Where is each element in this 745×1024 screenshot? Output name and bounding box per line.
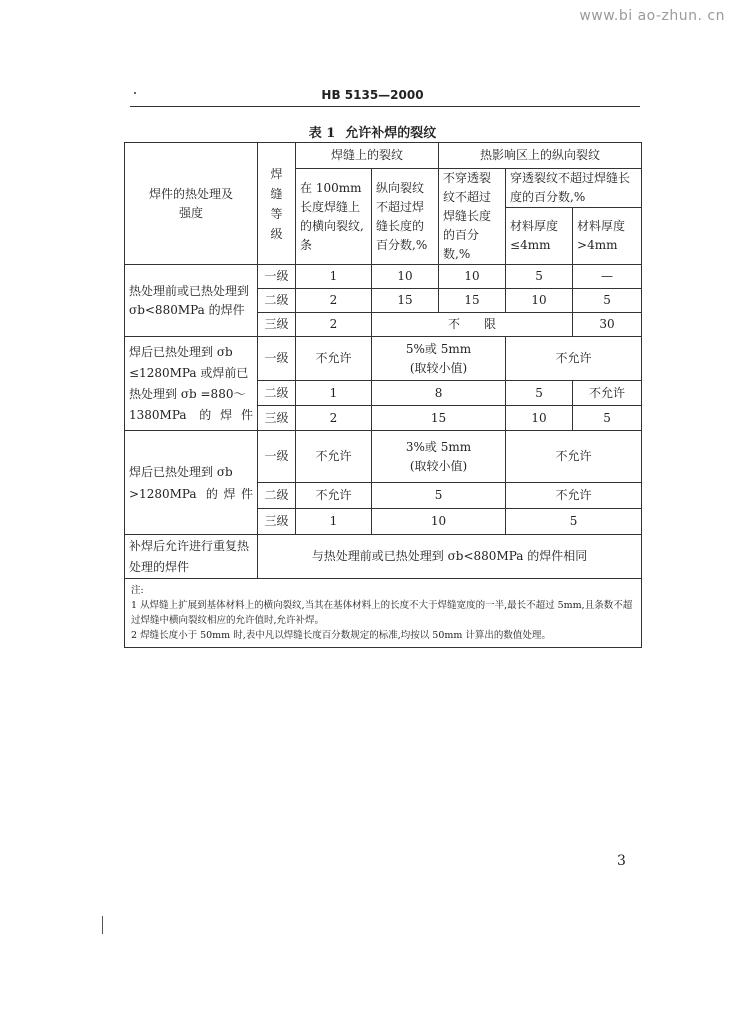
grade-cell: 一级 <box>258 337 296 381</box>
value-cell: 2 <box>296 406 372 431</box>
value-cell: 不允许 <box>296 483 372 509</box>
grade-cell: 一级 <box>258 265 296 289</box>
value-cell: 8 <box>372 381 506 406</box>
value-cell: — <box>573 265 642 289</box>
value-cell: 2 <box>296 313 372 337</box>
value-cell-percent <box>372 431 506 483</box>
value-cell: 5 <box>573 406 642 431</box>
row-label-reheat: 补焊后允许进行重复热处理的焊件 <box>125 535 258 579</box>
value-cell: 5 <box>506 265 573 289</box>
table-number: 表 1 <box>308 126 336 141</box>
header-haz-cracks: 热影响区上的纵向裂纹 <box>439 143 642 169</box>
percent-text: 3%或 5mm <box>405 439 472 454</box>
header-thickness-le4: 材料厚度≤4mm <box>506 208 573 265</box>
value-cell: 10 <box>372 265 439 289</box>
value-cell: 5 <box>573 289 642 313</box>
header-heat-treatment-text: 焊件的热处理及强度 <box>148 186 233 220</box>
value-cell-percent <box>372 337 506 381</box>
row-label-post-heat-1280: 焊后已热处理到 σb ≤1280MPa 或焊前已热处理到 σb =880～1380MPa 的焊件 <box>125 337 258 431</box>
page-number: 3 <box>617 853 626 869</box>
value-cell: 10 <box>372 509 506 535</box>
grade-char: 等 <box>270 206 283 221</box>
header-transverse: 在 100mm 长度焊缝上的横向裂纹,条 <box>296 169 372 265</box>
grade-cell: 一级 <box>258 431 296 483</box>
grade-cell: 二级 <box>258 381 296 406</box>
grade-cell: 二级 <box>258 483 296 509</box>
value-cell: 2 <box>296 289 372 313</box>
value-cell: 5 <box>372 483 506 509</box>
grade-cell: 三级 <box>258 313 296 337</box>
header-rule <box>130 106 640 107</box>
note-1: 1 从焊缝上扩展到基体材料上的横向裂纹,当其在基体材料上的长度不大于焊缝宽度的一半,最长不超过 5mm,且条数不超过焊缝中横向裂纹相应的允许值时,允许补焊。 <box>131 600 633 626</box>
row-label-pre-heat: 热处理前或已热处理到 σb<880MPa 的焊件 <box>125 265 258 337</box>
standard-header: HB 5135—2000 <box>321 88 424 102</box>
value-cell: 10 <box>439 265 506 289</box>
table-row <box>125 535 642 579</box>
scan-margin-mark <box>102 916 103 934</box>
value-cell: 不允许 <box>506 431 642 483</box>
value-cell: 1 <box>296 265 372 289</box>
value-cell-same-as: 与热处理前或已热处理到 σb<880MPa 的焊件相同 <box>258 535 642 579</box>
table-caption: 允许补焊的裂纹 <box>345 126 437 141</box>
value-cell-unlimited: 不 限 <box>372 313 573 337</box>
notes-row <box>125 579 642 648</box>
header-heat-treatment <box>125 143 258 265</box>
header-longitudinal: 纵向裂纹不超过焊缝长度的百分数,% <box>372 169 439 265</box>
table-title <box>0 122 745 141</box>
grade-char: 焊 <box>270 166 283 181</box>
value-cell: 10 <box>506 406 573 431</box>
value-cell: 10 <box>506 289 573 313</box>
value-cell: 不允许 <box>296 431 372 483</box>
percent-note: (取较小值) <box>409 458 468 473</box>
header-penetrating: 穿透裂纹不超过焊缝长度的百分数,% <box>506 169 642 208</box>
header-weld-cracks: 焊缝上的裂纹 <box>296 143 439 169</box>
value-cell: 1 <box>296 381 372 406</box>
grade-char: 级 <box>270 226 283 241</box>
header-nonpenetrating: 不穿透裂纹不超过焊缝长度的百分数,% <box>439 169 506 265</box>
value-cell: 不允许 <box>296 337 372 381</box>
grade-cell: 三级 <box>258 406 296 431</box>
table-row <box>125 337 642 381</box>
value-cell: 15 <box>372 406 506 431</box>
site-watermark: www.bi ao-zhun. cn <box>579 8 725 24</box>
value-cell: 15 <box>372 289 439 313</box>
percent-text: 5%或 5mm <box>405 341 472 356</box>
value-cell: 30 <box>573 313 642 337</box>
note-2: 2 焊缝长度小于 50mm 时,表中凡以焊缝长度百分数规定的标准,均按以 50mm 计算出的数值处理。 <box>131 630 551 641</box>
value-cell: 不允许 <box>506 483 642 509</box>
table-row <box>125 265 642 289</box>
grade-char: 缝 <box>270 186 283 201</box>
value-cell: 不允许 <box>573 381 642 406</box>
header-weld-grade <box>258 143 296 265</box>
value-cell: 5 <box>506 509 642 535</box>
notes-label: 注: <box>131 585 144 596</box>
header-thickness-gt4: 材料厚度>4mm <box>573 208 642 265</box>
value-cell: 1 <box>296 509 372 535</box>
grade-cell: 三级 <box>258 509 296 535</box>
scan-speck <box>134 92 136 94</box>
value-cell: 不允许 <box>506 337 642 381</box>
percent-note: (取较小值) <box>409 360 468 375</box>
table-notes <box>125 579 642 648</box>
crack-repair-table <box>124 142 642 648</box>
value-cell: 5 <box>506 381 573 406</box>
table-row <box>125 431 642 483</box>
row-label-post-heat-over-1280: 焊后已热处理到 σb >1280MPa 的焊件 <box>125 431 258 535</box>
value-cell: 15 <box>439 289 506 313</box>
grade-cell: 二级 <box>258 289 296 313</box>
